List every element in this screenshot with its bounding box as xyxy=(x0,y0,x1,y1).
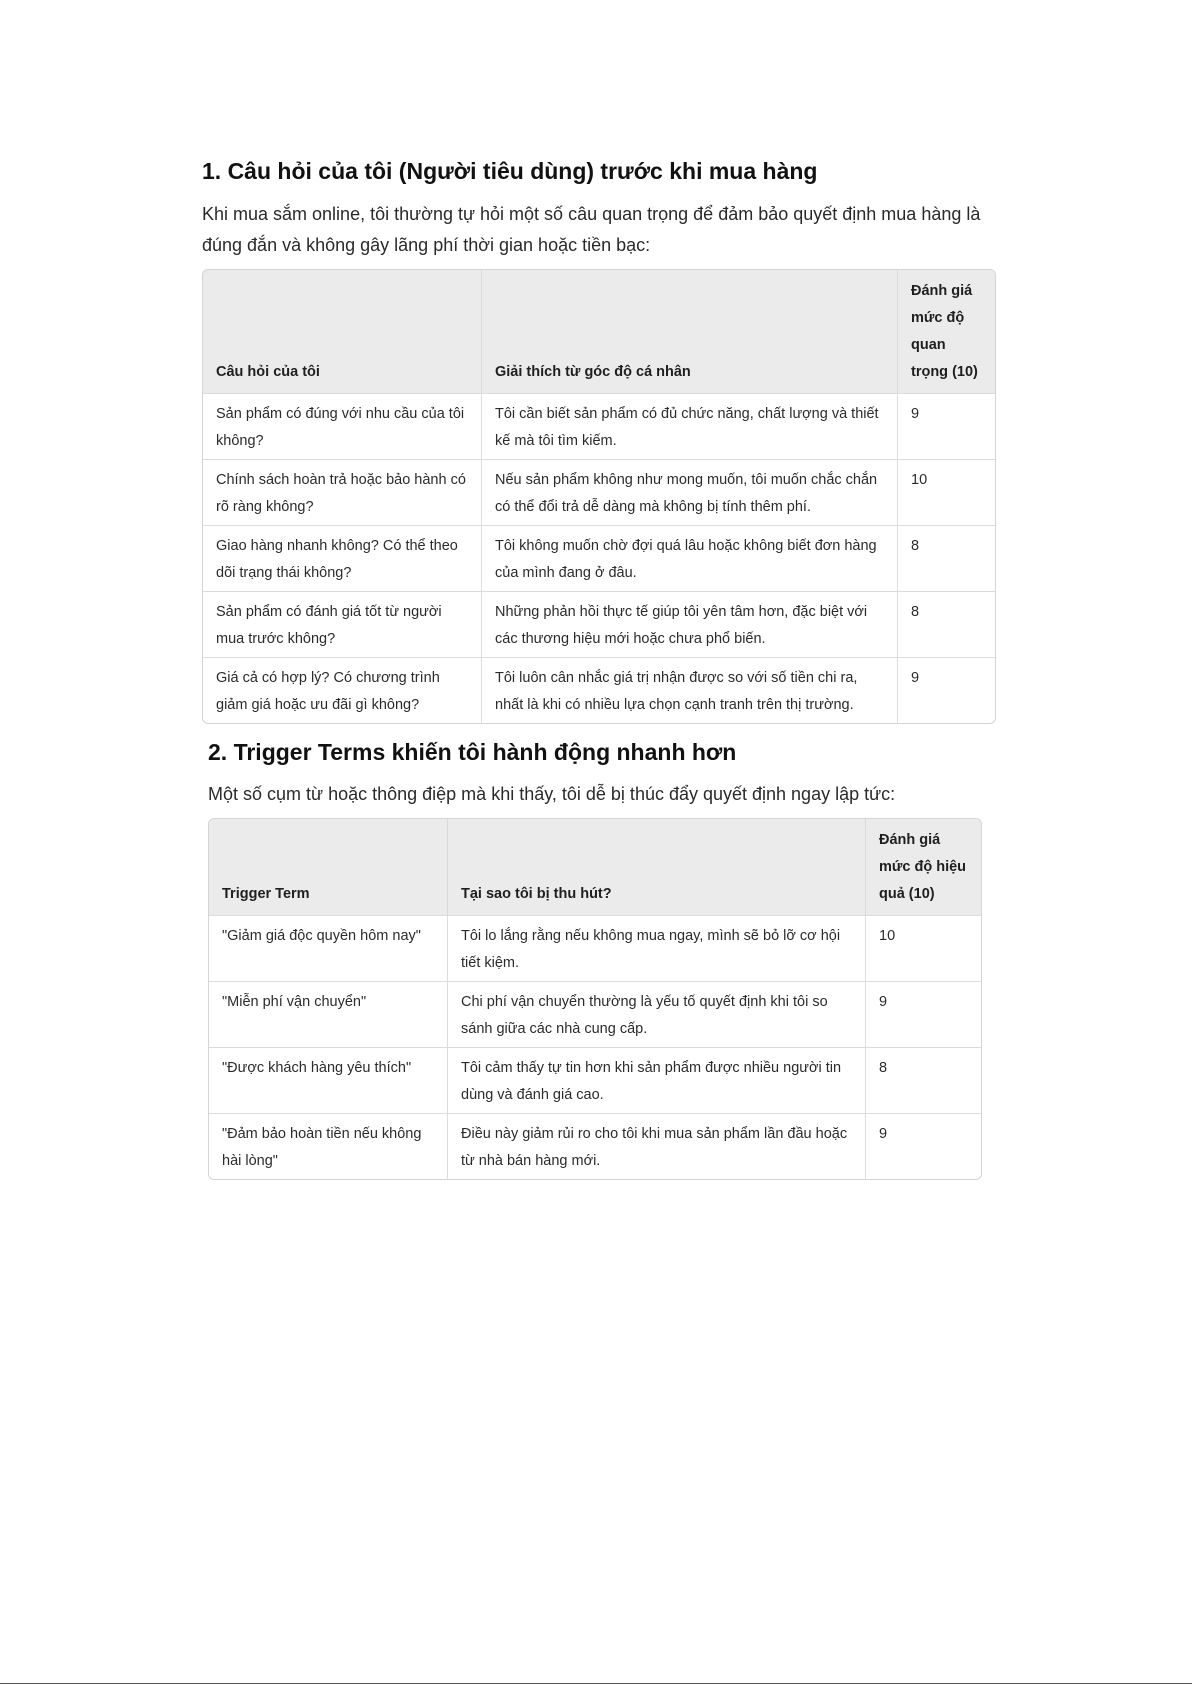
table-row xyxy=(209,916,981,982)
column-header: Câu hỏi của tôi xyxy=(203,270,482,394)
table-cell: Tôi lo lắng rằng nếu không mua ngay, mình sẽ bỏ lỡ cơ hội tiết kiệm. xyxy=(448,916,866,982)
table-row xyxy=(209,1048,981,1114)
table-row xyxy=(203,592,995,658)
table-cell: 9 xyxy=(866,1114,982,1180)
table-cell: 8 xyxy=(866,1048,982,1114)
section-heading: 1. Câu hỏi của tôi (Người tiêu dùng) trước khi mua hàng xyxy=(202,158,818,184)
table-cell: Tôi cảm thấy tự tin hơn khi sản phẩm được nhiều người tin dùng và đánh giá cao. xyxy=(448,1048,866,1114)
table-cell: Tôi không muốn chờ đợi quá lâu hoặc không biết đơn hàng của mình đang ở đâu. xyxy=(482,526,898,592)
table-header-row xyxy=(209,819,981,916)
table-row xyxy=(209,1114,981,1180)
section-intro: Một số cụm từ hoặc thông điệp mà khi thấy, tôi dễ bị thúc đẩy quyết định ngay lập tức: xyxy=(208,784,896,804)
table-cell: Điều này giảm rủi ro cho tôi khi mua sản phẩm lần đầu hoặc từ nhà bán hàng mới. xyxy=(448,1114,866,1180)
table-cell: 10 xyxy=(898,460,996,526)
table-cell: 10 xyxy=(866,916,982,982)
section-trigger-terms xyxy=(208,737,982,1180)
table-row xyxy=(203,460,995,526)
trigger-terms-table xyxy=(209,819,981,1179)
column-header: Giải thích từ góc độ cá nhân xyxy=(482,270,898,394)
table-cell: 9 xyxy=(898,658,996,724)
questions-table xyxy=(203,270,995,723)
section-intro: Khi mua sắm online, tôi thường tự hỏi một số câu quan trọng để đảm bảo quyết định mua hàng là đúng đắn và không gây lãng phí thời gian hoặc tiền bạc: xyxy=(202,204,981,255)
table-row xyxy=(209,982,981,1048)
table-cell: Những phản hồi thực tế giúp tôi yên tâm hơn, đặc biệt với các thương hiệu mới hoặc chưa phổ biến. xyxy=(482,592,898,658)
trigger-table-container xyxy=(208,818,982,1180)
table-row xyxy=(203,526,995,592)
table-header-row xyxy=(203,270,995,394)
column-header: Trigger Term xyxy=(209,819,448,916)
table-row xyxy=(203,658,995,724)
table-cell: Sản phẩm có đánh giá tốt từ người mua trước không? xyxy=(203,592,482,658)
table-cell: Tôi luôn cân nhắc giá trị nhận được so với số tiền chi ra, nhất là khi có nhiều lựa chọn cạnh tranh trên thị trường. xyxy=(482,658,898,724)
section-consumer-questions xyxy=(202,156,996,724)
table-cell: "Đảm bảo hoàn tiền nếu không hài lòng" xyxy=(209,1114,448,1180)
table-cell: 9 xyxy=(898,394,996,460)
table-cell: "Miễn phí vận chuyển" xyxy=(209,982,448,1048)
table-cell: 8 xyxy=(898,526,996,592)
column-header: Tại sao tôi bị thu hút? xyxy=(448,819,866,916)
table-cell: Chính sách hoàn trả hoặc bảo hành có rõ ràng không? xyxy=(203,460,482,526)
table-cell: 8 xyxy=(898,592,996,658)
section-heading: 2. Trigger Terms khiến tôi hành động nhanh hơn xyxy=(208,739,737,765)
table-cell: Giao hàng nhanh không? Có thể theo dõi trạng thái không? xyxy=(203,526,482,592)
questions-table-container xyxy=(202,269,996,724)
table-cell: Tôi cần biết sản phẩm có đủ chức năng, chất lượng và thiết kế mà tôi tìm kiếm. xyxy=(482,394,898,460)
table-cell: 9 xyxy=(866,982,982,1048)
column-header: Đánh giá mức độ hiệu quả (10) xyxy=(866,819,982,916)
table-cell: Chi phí vận chuyển thường là yếu tố quyết định khi tôi so sánh giữa các nhà cung cấp. xyxy=(448,982,866,1048)
table-cell: Nếu sản phẩm không như mong muốn, tôi muốn chắc chắn có thể đổi trả dễ dàng mà không bị tính thêm phí. xyxy=(482,460,898,526)
page-bottom-divider xyxy=(0,1683,1192,1684)
column-header: Đánh giá mức độ quan trọng (10) xyxy=(898,270,996,394)
table-cell: Giá cả có hợp lý? Có chương trình giảm giá hoặc ưu đãi gì không? xyxy=(203,658,482,724)
table-cell: "Giảm giá độc quyền hôm nay" xyxy=(209,916,448,982)
table-cell: Sản phẩm có đúng với nhu cầu của tôi không? xyxy=(203,394,482,460)
table-cell: "Được khách hàng yêu thích" xyxy=(209,1048,448,1114)
table-row xyxy=(203,394,995,460)
